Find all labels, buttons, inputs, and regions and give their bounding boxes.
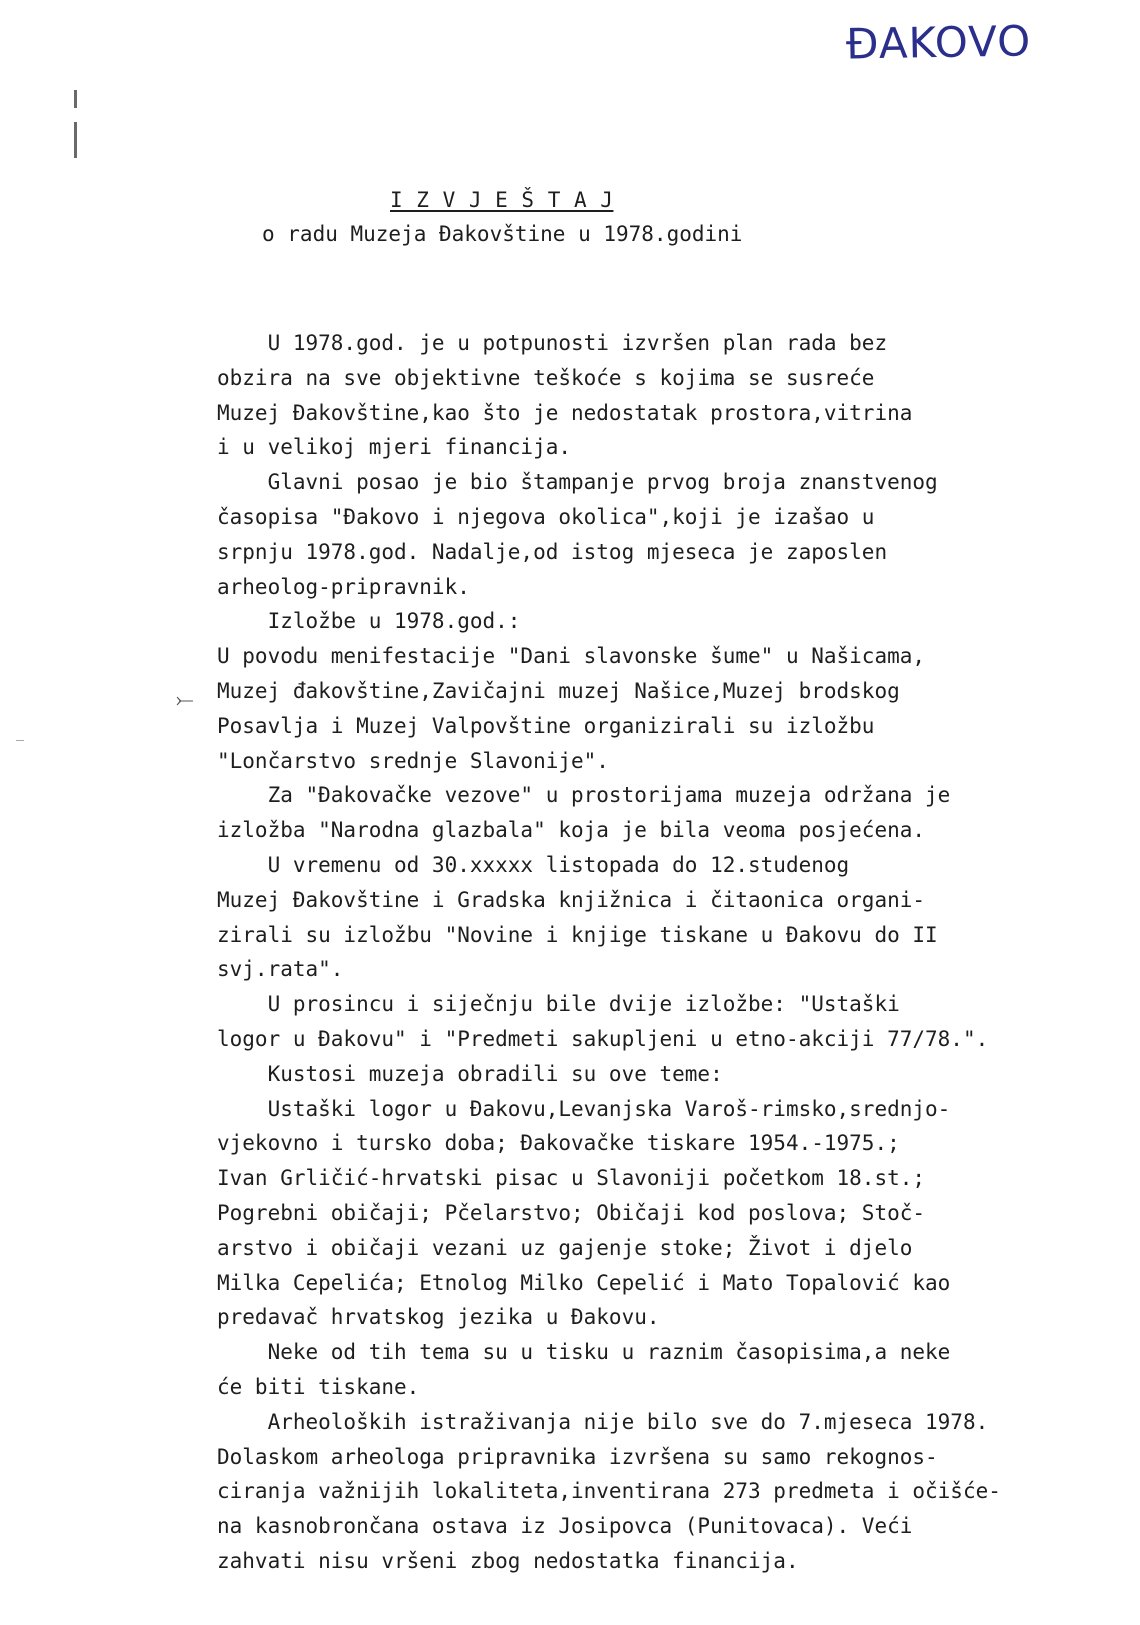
text-line: Muzej đakovštine,Zavičajni muzej Našice,Muzej brodskog [217,678,900,703]
text-line: U prosincu i siječnju bile dvije izložbe: "Ustaški [217,992,900,1017]
text-line: Glavni posao je bio štampanje prvog broja znanstvenog [217,470,938,495]
text-line: Muzej Đakovštine,kao što je nedostatak prostora,vitrina [217,400,913,425]
text-line: "Lončarstvo srednje Slavonije". [217,748,609,773]
text-line: Arheoloških istraživanja nije bilo sve do 7.mjeseca 1978. [217,1409,989,1434]
text-line: izložba "Narodna glazbala" koja je bila veoma posjećena. [217,818,926,843]
text-line: Za "Đakovačke vezove" u prostorijama muzeja održana je [217,783,951,808]
text-line: vjekovno i tursko doba; Đakovačke tiskare 1954.-1975.; [217,1131,900,1156]
text-line: Posavlja i Muzej Valpovštine organizirali su izložbu [217,713,875,738]
margin-mark [16,740,24,741]
text-line: zirali su izložbu "Novine i knjige tiskane u Đakovu do II [217,922,938,947]
document-title: I Z V J E Š T A J [390,188,614,212]
text-line: predavač hrvatskog jezika u Đakovu. [217,1305,660,1330]
text-line: na kasnobrončana ostava iz Josipovca (Punitovaca). Veći [217,1514,913,1539]
text-line: Neke od tih tema su u tisku u raznim časopisima,a neke [217,1340,951,1365]
text-line: arheolog-pripravnik. [217,574,470,599]
text-line: U vremenu od 30.xxxxx listopada do 12.studenog [217,852,850,877]
margin-arrow-icon: ⤚ [176,688,194,713]
text-line: zahvati nisu vršeni zbog nedostatka financija. [217,1548,799,1573]
text-line: arstvo i običaji vezani uz gajenje stoke; Život i djelo [217,1235,913,1260]
text-line: logor u Đakovu" i "Predmeti sakupljeni u etno-akciji 77/78.". [217,1026,989,1051]
handwritten-annotation: ĐAKOVO [845,16,1032,69]
text-line: Muzej Đakovštine i Gradska knjižnica i čitaonica organi- [217,887,926,912]
text-line: srpnju 1978.god. Nadalje,od istog mjeseca je zaposlen [217,539,888,564]
document-subtitle: o radu Muzeja Đakovštine u 1978.godini [262,222,743,246]
text-line: ciranja važnijih lokaliteta,inventirana 273 predmeta i očišće- [217,1479,1001,1504]
report-body [217,326,1097,1579]
text-line: U povodu menifestacije "Dani slavonske šume" u Našicama, [217,644,926,669]
text-line: i u velikoj mjeri financija. [217,435,572,460]
text-line: časopisa "Đakovo i njegova okolica",koji je izašao u [217,504,875,529]
text-line: Kustosi muzeja obradili su ove teme: [217,1061,723,1086]
text-line: Dolaskom arheologa pripravnika izvršena su samo rekognos- [217,1444,938,1469]
margin-mark [74,90,77,108]
text-line: Ustaški logor u Đakovu,Levanjska Varoš-rimsko,srednjo- [217,1096,951,1121]
text-line: obzira na sve objektivne teškoće s kojima se susreće [217,365,875,390]
margin-mark [74,122,77,158]
document-page [8,0,1132,1625]
text-line: U 1978.god. je u potpunosti izvršen plan rada bez [217,331,888,355]
text-line: Milka Cepelića; Etnolog Milko Cepelić i Mato Topalović kao [217,1270,951,1295]
text-line: svj.rata". [217,957,344,982]
text-line: će biti tiskane. [217,1374,420,1399]
text-line: Ivan Grličić-hrvatski pisac u Slavoniji početkom 18.st.; [217,1166,926,1191]
text-line: Izložbe u 1978.god.: [217,609,521,634]
text-line: Pogrebni običaji; Pčelarstvo; Običaji kod poslova; Stoč- [217,1200,926,1225]
